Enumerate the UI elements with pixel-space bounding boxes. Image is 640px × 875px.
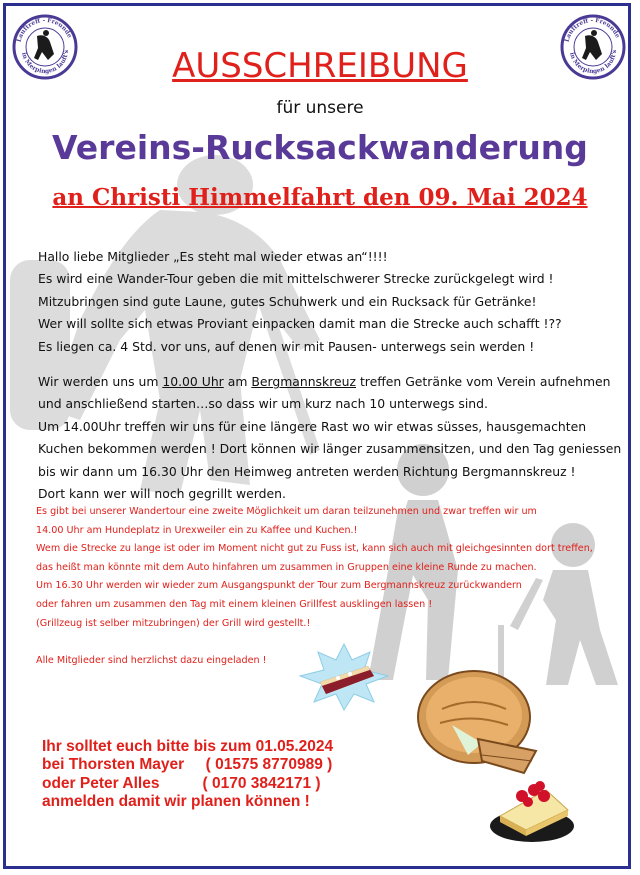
page-title: AUSSCHREIBUNG bbox=[172, 46, 468, 86]
note-line: das heißt man könnte mit dem Auto hinfahren um zusammen in Gruppen eine kleine Runde zu machen. bbox=[36, 561, 537, 573]
subtitle: für unsere bbox=[276, 98, 364, 118]
note-line: 14.00 Uhr am Hundeplatz in Urexweiler ein zu Kaffee und Kuchen.! bbox=[36, 524, 358, 536]
cheesecake-icon bbox=[486, 770, 576, 846]
pie-slice-icon bbox=[298, 642, 390, 712]
note-line: (Grillzeug ist selber mitzubringen) der Grill wird gestellt.! bbox=[36, 617, 311, 629]
intro-line: Es wird eine Wander-Tour geben die mit mittelschwerer Strecke zurückgelegt wird ! bbox=[38, 271, 554, 287]
invitation-line: Alle Mitglieder sind herzlichst dazu eingeladen ! bbox=[36, 654, 267, 666]
registration-line: anmelden damit wir planen können ! bbox=[42, 792, 310, 810]
logo-text-top: Lauftreff - Freunde bbox=[563, 16, 622, 43]
registration-line: bei Thorsten Mayer ( 01575 8770989 ) bbox=[42, 756, 333, 774]
note-line: Um 16.30 Uhr werden wir wieder zum Ausgangspunkt der Tour zum Bergmannskreuz zurückwandern bbox=[36, 580, 522, 592]
plan-line: bis wir dann um 16.30 Uhr den Heimweg antreten werden Richtung Bergmannskreuz ! bbox=[38, 463, 576, 479]
plan-line: Wir werden uns um 10.00 Uhr am Bergmannskreuz treffen Getränke vom Verein aufnehmen bbox=[38, 374, 611, 389]
plan-line: Dort kann wer will noch gegrillt werden. bbox=[38, 486, 286, 502]
intro-line: Es liegen ca. 4 Std. vor uns, auf denen wir mit Pausen- unterwegs sein werden ! bbox=[38, 338, 535, 354]
note-line: Wem die Strecke zu lange ist oder im Moment nicht gut zu Fuss ist, kann sich auch mit gleichgesinnten dort treffen, bbox=[36, 543, 593, 555]
plan-line: Um 14.00Uhr treffen wir uns für eine längere Rast wo wir etwas süsses, hausgemachten bbox=[38, 418, 587, 434]
intro-line: Wer will sollte sich etwas Proviant einpacken damit man die Strecke auch schafft !?? bbox=[38, 316, 562, 332]
plan-line: und anschließend starten…so dass wir um kurz nach 10 unterwegs sind. bbox=[38, 396, 488, 412]
event-date: an Christi Himmelfahrt den 09. Mai 2024 bbox=[52, 184, 588, 211]
registration-info bbox=[42, 738, 333, 811]
logo-text-bottom: in Merpingen lauft's bbox=[568, 49, 619, 76]
logo-text-bottom: in Merpingen lauft's bbox=[20, 49, 71, 76]
start-time: 10.00 Uhr bbox=[162, 374, 224, 389]
note-line: oder fahren um zusammen den Tag mit einem kleinen Grillfest ausklingen lassen ! bbox=[36, 598, 433, 610]
intro-paragraph bbox=[38, 246, 618, 358]
registration-line: Ihr solltet euch bitte bis zum 01.05.2024 bbox=[42, 738, 334, 755]
headline: Vereins-Rucksackwanderung bbox=[52, 128, 588, 167]
plan-paragraph bbox=[38, 371, 622, 505]
plan-line: Kuchen bekommen werden ! Dort können wir länger zusammensitzen, und den Tag geniessen bbox=[38, 441, 622, 457]
note-line: Es gibt bei unserer Wandertour eine zweite Möglichkeit um daran teilzunehmen und zwar treffen wir um bbox=[36, 506, 537, 517]
intro-line: Hallo liebe Mitglieder „Es steht mal wieder etwas an“!!!! bbox=[38, 249, 388, 264]
pie-icon bbox=[412, 665, 540, 775]
logo-text-top: Lauftreff - Freunde bbox=[15, 16, 74, 43]
meeting-point: Bergmannskreuz bbox=[251, 374, 356, 389]
intro-line: Mitzubringen sind gute Laune, gutes Schuhwerk und ein Rucksack für Getränke! bbox=[38, 293, 537, 309]
registration-line: oder Peter Alles ( 0170 3842171 ) bbox=[42, 774, 321, 792]
